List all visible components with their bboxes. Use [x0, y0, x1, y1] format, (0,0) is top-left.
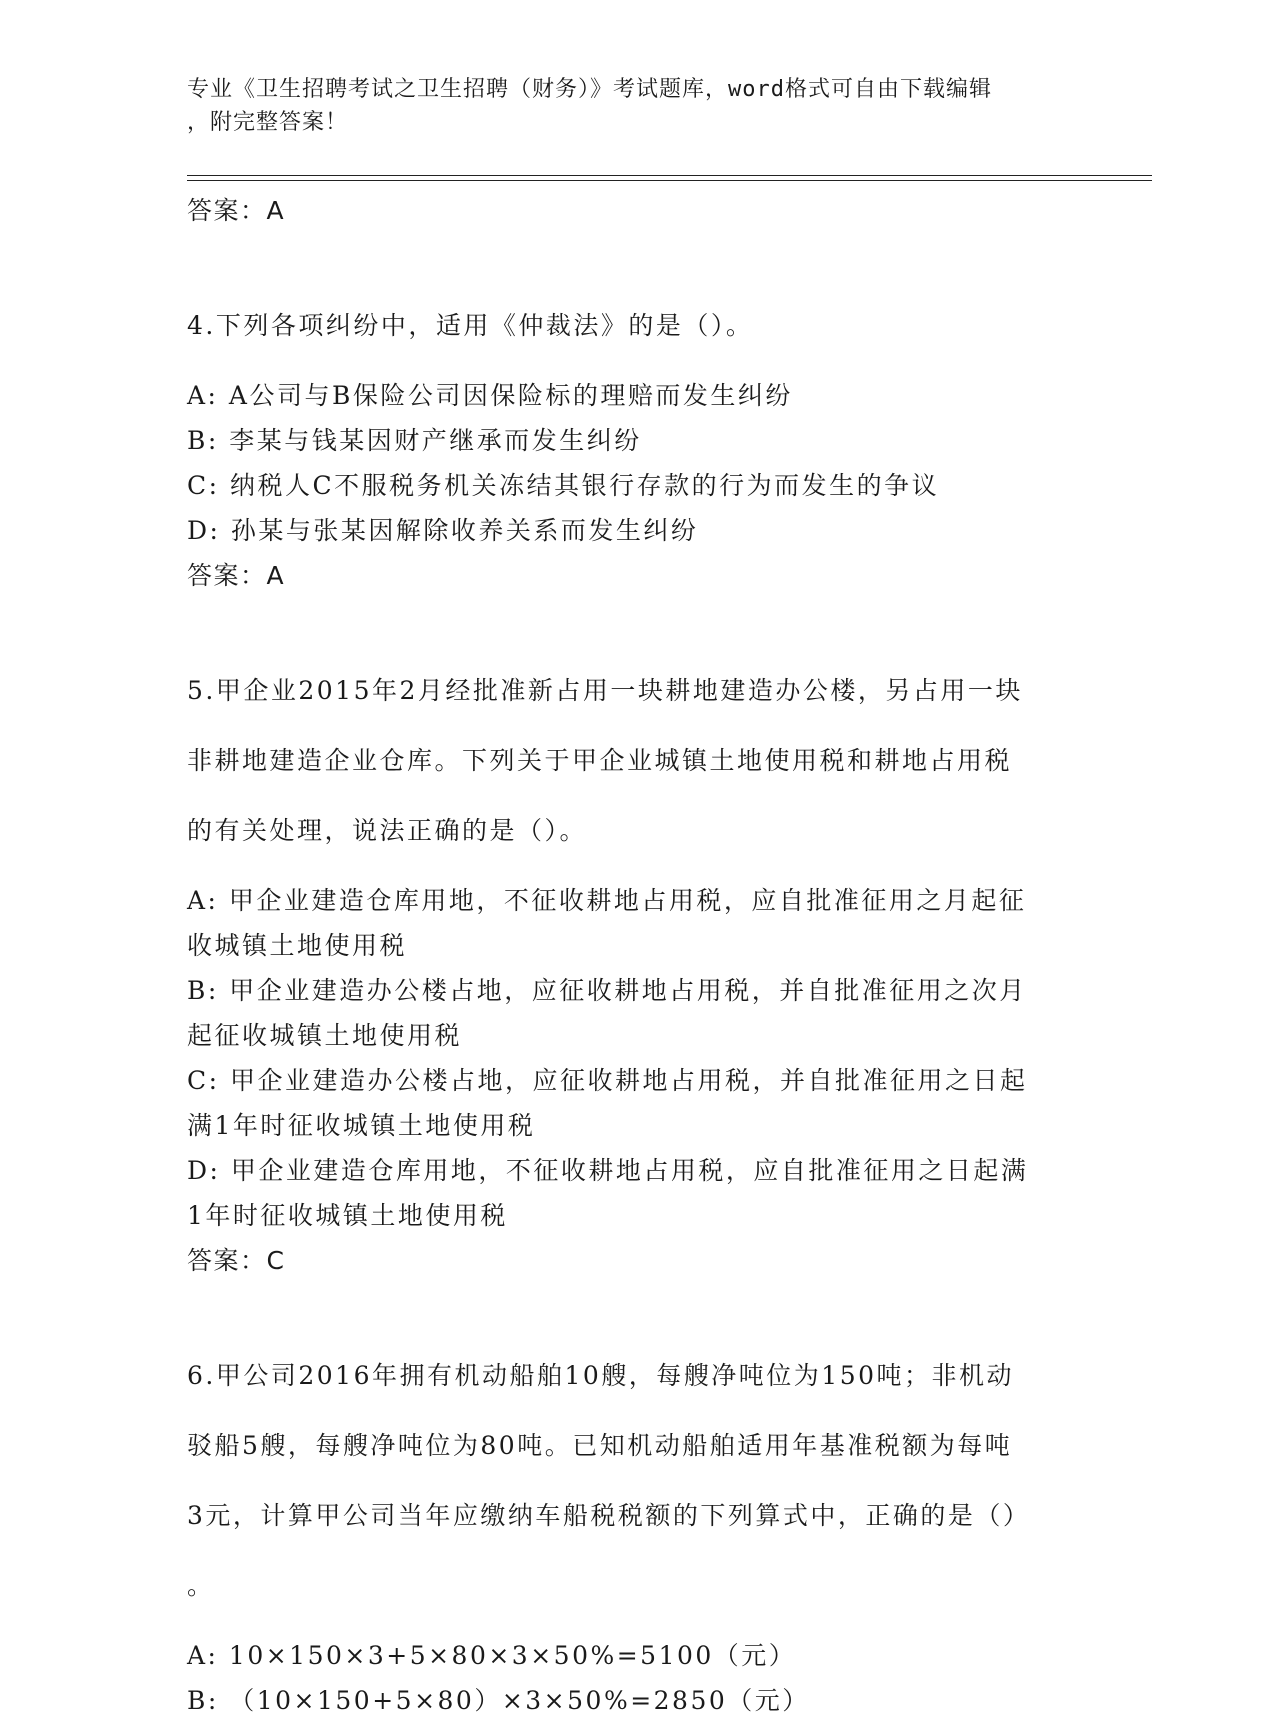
question-5-stem-line-1: 5.甲企业2015年2月经批准新占用一块耕地建造办公楼，另占用一块: [187, 676, 1023, 705]
question-5-option-b-line-2: 起征收城镇土地使用税: [187, 1021, 463, 1050]
question-5-answer: 答案：C: [187, 1246, 286, 1275]
question-4-stem: 4.下列各项纠纷中，适用《仲裁法》的是（）。: [187, 311, 754, 340]
question-4-option-a: A: A公司与B保险公司因保险标的理赔而发生纠纷: [187, 381, 793, 410]
header-divider-top: [187, 175, 1152, 176]
question-4: [187, 303, 1087, 598]
question-6: [187, 1353, 1087, 1723]
question-5-option-a-line-2: 收城镇土地使用税: [187, 931, 408, 960]
question-5-option-c-line-1: C: 甲企业建造办公楼占地，应征收耕地占用税，并自批准征用之日起: [187, 1066, 1028, 1095]
question-4-option-c: C: 纳税人C不服税务机关冻结其银行存款的行为而发生的争议: [187, 471, 940, 500]
question-5-option-b-line-1: B: 甲企业建造办公楼占地，应征收耕地占用税，并自批准征用之次月: [187, 976, 1027, 1005]
question-5-option-d-line-1: D: 甲企业建造仓库用地，不征收耕地占用税，应自批准征用之日起满: [187, 1156, 1029, 1185]
question-6-stem-line-2: 驳船5艘，每艘净吨位为80吨。已知机动船舶适用年基准税额为每吨: [187, 1431, 1013, 1460]
question-6-stem-line-1: 6.甲公司2016年拥有机动船舶10艘，每艘净吨位为150吨；非机动: [187, 1361, 1015, 1390]
document-body: [187, 188, 1087, 1723]
question-5-stem-line-3: 的有关处理，说法正确的是（）。: [187, 816, 588, 845]
spacer: [187, 598, 1087, 643]
page-header: [187, 73, 1067, 139]
header-line-1: 专业《卫生招聘考试之卫生招聘（财务）》考试题库，word格式可自由下载编辑: [187, 77, 992, 102]
question-6-option-b: B: （10×150+5×80）×3×50%=2850（元）: [187, 1686, 810, 1715]
question-6-stem-line-3: 3元，计算甲公司当年应缴纳车船税税额的下列算式中，正确的是（）: [187, 1501, 1031, 1530]
question-6-stem-line-4: 。: [187, 1571, 215, 1600]
question-5: [187, 668, 1087, 1283]
spacer: [187, 233, 1087, 278]
question-5-option-c-line-2: 满1年时征收城镇土地使用税: [187, 1111, 536, 1140]
question-4-option-b: B: 李某与钱某因财产继承而发生纠纷: [187, 426, 642, 455]
header-divider-bottom: [187, 180, 1152, 181]
header-line-2: ，附完整答案！: [187, 110, 349, 135]
question-4-answer: 答案：A: [187, 561, 286, 590]
previous-answer: 答案：A: [187, 196, 286, 225]
question-4-option-d: D: 孙某与张某因解除收养关系而发生纠纷: [187, 516, 699, 545]
question-5-stem-line-2: 非耕地建造企业仓库。下列关于甲企业城镇土地使用税和耕地占用税: [187, 746, 1013, 775]
spacer: [187, 1283, 1087, 1328]
question-5-option-d-line-2: 1年时征收城镇土地使用税: [187, 1201, 508, 1230]
question-6-option-a: A: 10×150×3+5×80×3×50%=5100（元）: [187, 1641, 797, 1670]
question-5-option-a-line-1: A: 甲企业建造仓库用地，不征收耕地占用税，应自批准征用之月起征: [187, 886, 1027, 915]
